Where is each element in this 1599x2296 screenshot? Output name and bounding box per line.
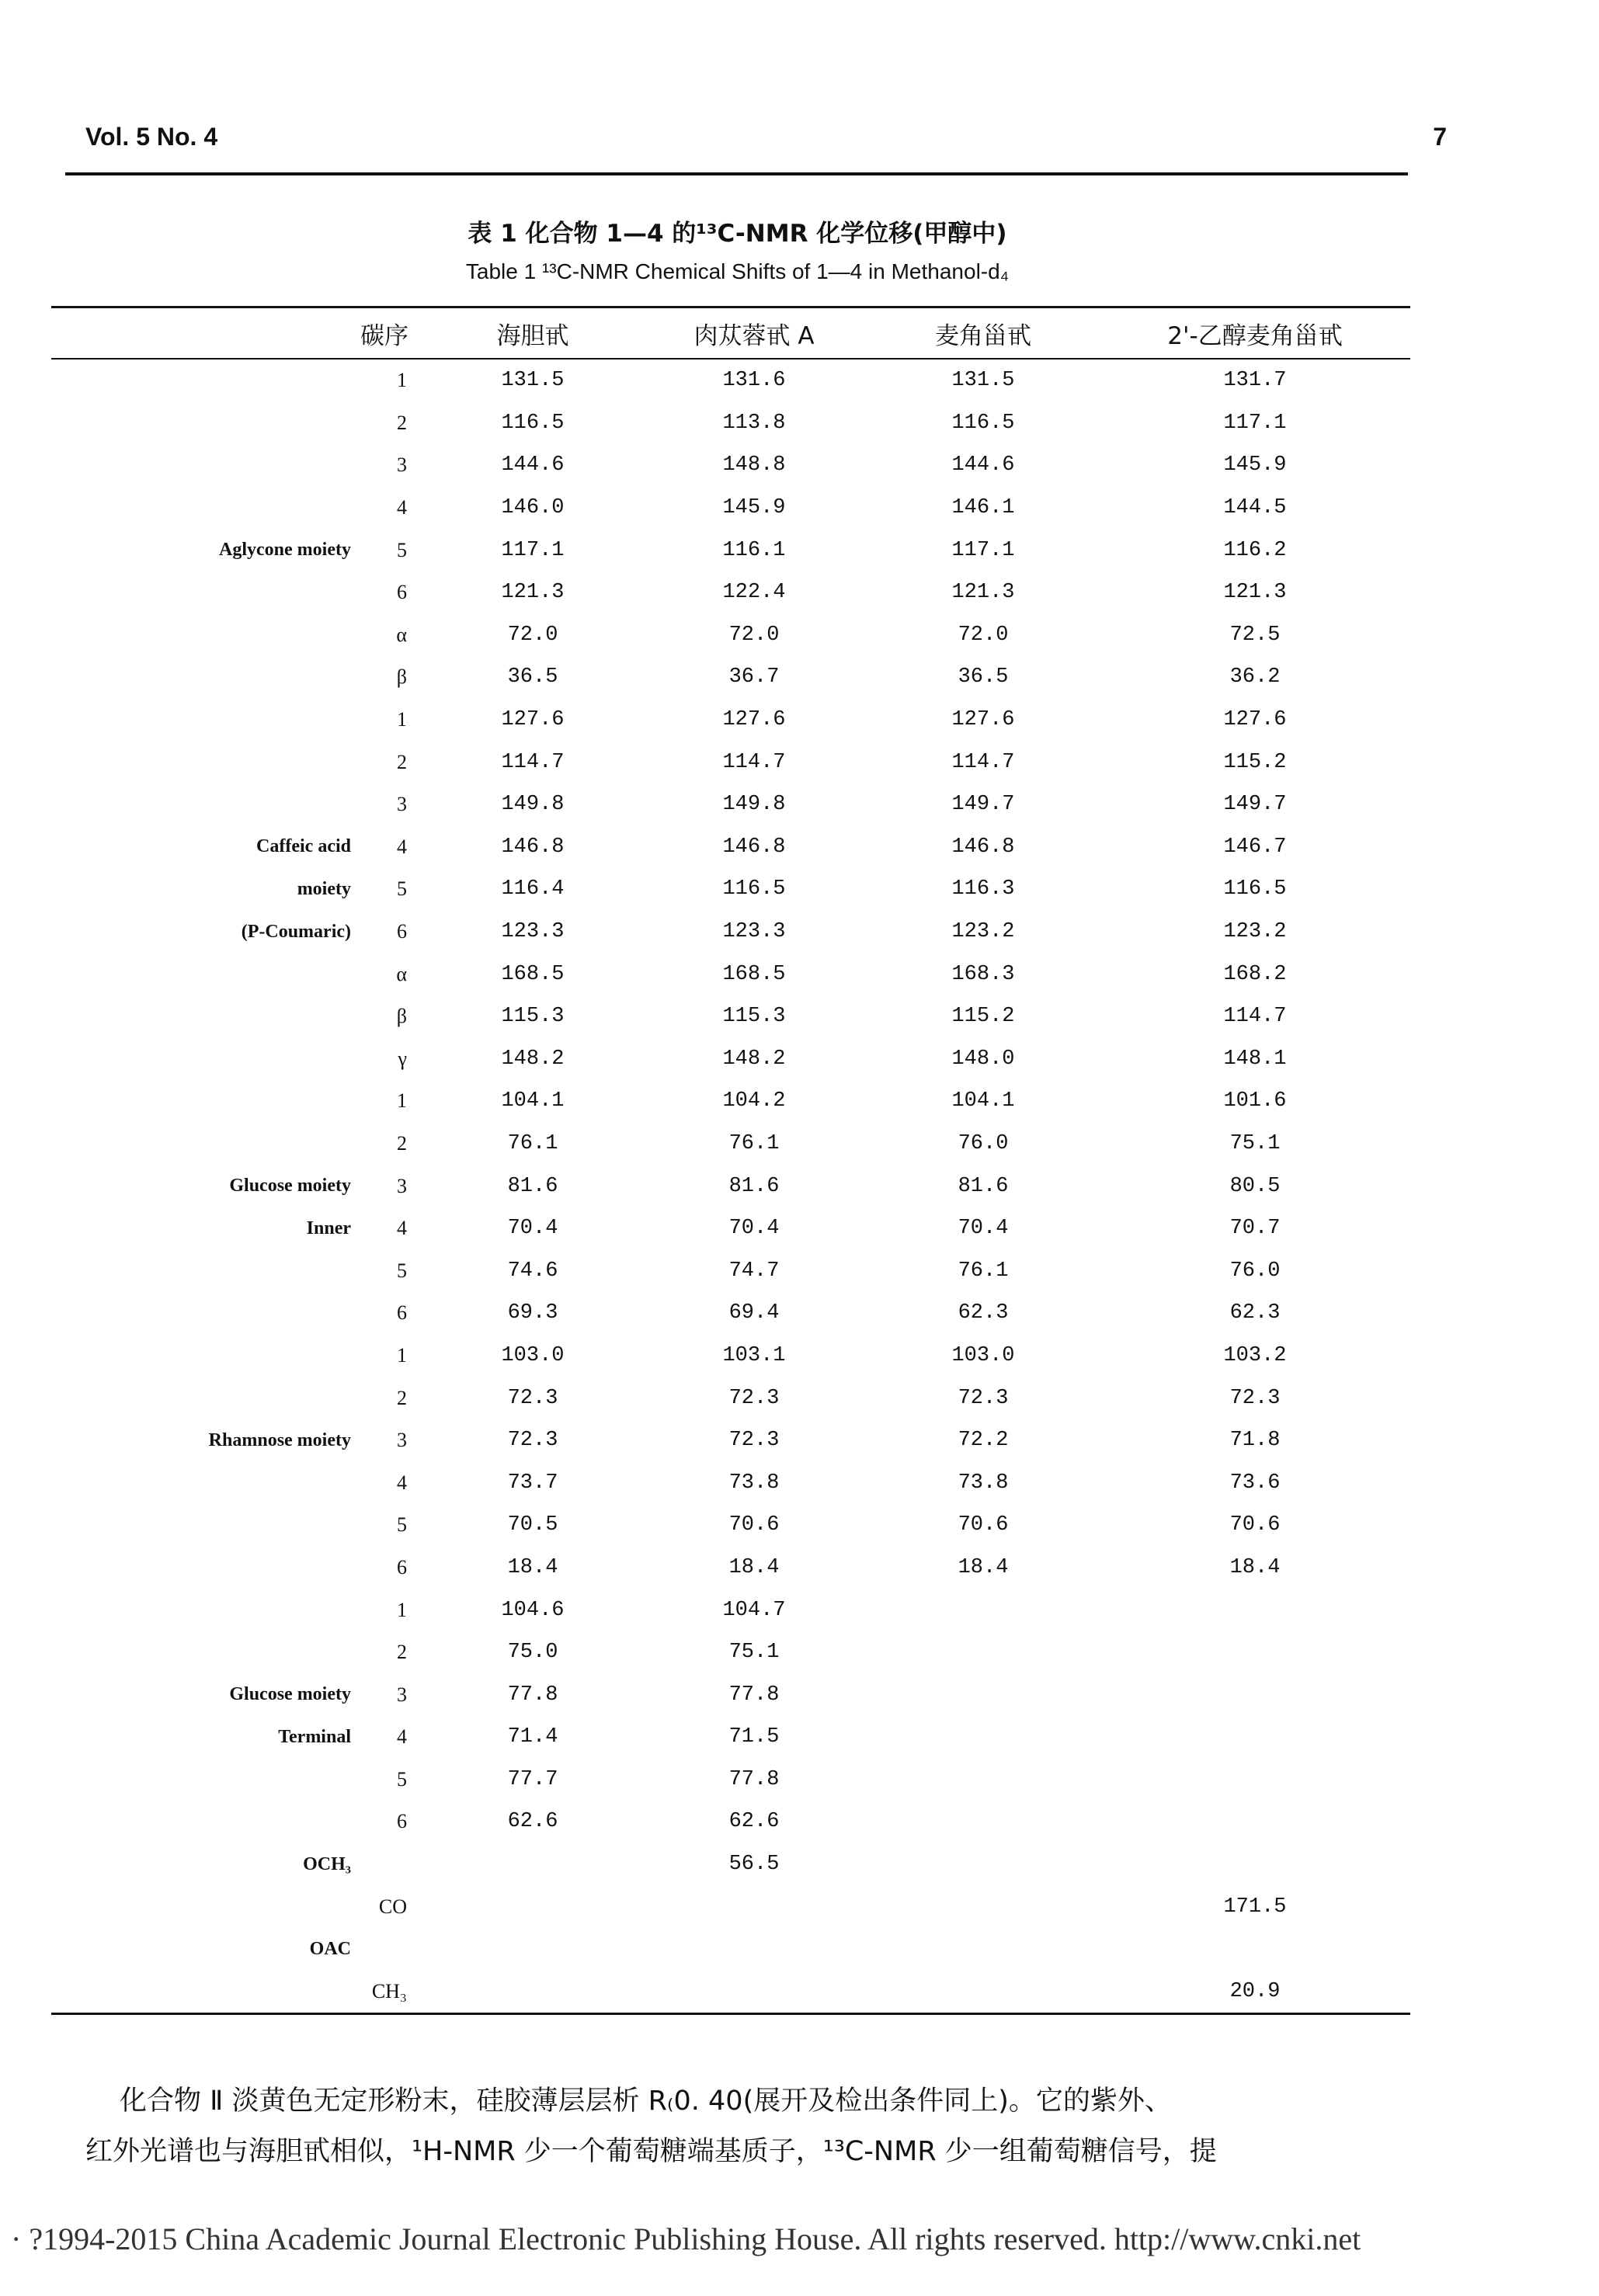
shift-value-compound-4 [1100,1631,1410,1674]
shift-value-compound-3: 146.8 [951,835,1015,859]
shift-value-compound-4: 149.7 [1223,793,1287,817]
copyright-footer: · ?1994-2015 China Academic Journal Electronic Publishing House. All rights reserved. http://www.cnki.net [11,2221,1361,2256]
shift-value-compound-3 [867,1673,1100,1716]
shift-value-compound-2: 75.1 [728,1641,780,1665]
row-carbon-position: CO [378,1895,407,1918]
shift-value-compound-4: 72.5 [1229,623,1281,647]
row-carbon-position: 2 [397,1386,407,1409]
shift-value-compound-1: 115.3 [501,1005,565,1029]
shift-value-compound-1: 77.7 [507,1767,558,1791]
row-carbon-position: 5 [397,1259,407,1282]
shift-value-compound-4 [1100,1716,1410,1759]
table-row [51,826,1410,869]
row-carbon-position: 5 [397,877,407,901]
shift-value-compound-3 [867,1801,1100,1843]
shift-value-compound-2: 70.4 [728,1217,780,1241]
row-group-label [51,1971,362,2014]
table-row [51,1631,1410,1674]
row-carbon-position: CH₃ [362,1971,424,2014]
shift-value-compound-2 [641,1885,867,1928]
shift-value-compound-1: 116.4 [501,877,565,901]
shift-value-compound-2: 70.6 [728,1513,780,1537]
row-carbon-position: 1 [397,708,407,731]
shift-value-compound-3: 131.5 [951,369,1015,393]
table-row [51,911,1410,953]
shift-value-compound-3 [867,1716,1100,1759]
shift-value-compound-2: 76.1 [728,1131,780,1155]
row-carbon-position: 3 [397,1429,407,1452]
shift-value-compound-1: 114.7 [501,750,565,774]
row-group-label [51,1292,362,1335]
row-carbon-position: 4 [397,1217,407,1240]
shift-value-compound-1: 103.0 [501,1343,565,1367]
shift-value-compound-4: 121.3 [1223,581,1287,605]
shift-value-compound-4: 145.9 [1223,453,1287,478]
shift-value-compound-1: 77.8 [507,1683,558,1707]
shift-value-compound-3: 73.8 [958,1471,1009,1495]
row-carbon-position: 3 [397,1683,407,1706]
shift-value-compound-4: 123.2 [1223,920,1287,944]
table-row [51,995,1410,1038]
row-group-label [51,783,362,826]
row-group-label [51,1249,362,1292]
shift-value-compound-4: 114.7 [1223,1005,1287,1029]
row-group-label [51,402,362,445]
shift-value-compound-2: 115.3 [722,1005,786,1029]
row-group-label [51,1801,362,1843]
shift-value-compound-3: 144.6 [951,453,1015,478]
shift-value-compound-4 [1100,1801,1410,1843]
shift-value-compound-3 [867,1631,1100,1674]
row-carbon-position: 1 [397,1089,407,1113]
table-row [51,1038,1410,1081]
shift-value-compound-1 [424,1971,641,2014]
shift-value-compound-2: 72.3 [728,1429,780,1453]
row-group-label: Terminal [278,1726,351,1747]
row-group-label: Glucose moiety [229,1684,351,1705]
row-group-label [51,741,362,783]
table-row [51,699,1410,742]
row-group-label [51,1335,362,1377]
body-paragraph-line-1: 化合物 Ⅱ 淡黄色无定形粉末，硅胶薄层层析 R₍0. 40(展开及检出条件同上)。它的紫外、 [120,2086,1172,2117]
shift-value-compound-4: 71.8 [1229,1429,1281,1453]
shift-value-compound-4: 72.3 [1229,1386,1281,1410]
row-group-label: OCH₃ [303,1853,351,1874]
shift-value-compound-3: 146.1 [951,496,1015,520]
shift-value-compound-2: 104.7 [722,1598,786,1622]
shift-value-compound-3: 72.0 [958,623,1009,647]
shift-value-compound-1: 72.3 [507,1429,558,1453]
table-row [51,1335,1410,1377]
row-carbon-position [362,1928,424,1971]
table-row [51,1292,1410,1335]
shift-value-compound-3: 76.1 [958,1259,1009,1283]
row-group-label: (P-Coumaric) [241,921,351,942]
shift-value-compound-1: 144.6 [501,453,565,478]
shift-value-compound-3: 116.5 [951,411,1015,435]
shift-value-compound-2: 122.4 [722,581,786,605]
row-carbon-position: 3 [397,793,407,816]
table-row [51,1249,1410,1292]
shift-value-compound-1: 18.4 [507,1555,558,1579]
shift-value-compound-2: 148.2 [722,1047,786,1071]
shift-value-compound-1: 104.6 [501,1598,565,1622]
row-group-label [51,1377,362,1419]
col-header-compound-2: 肉苁蓉甙 A [641,307,867,360]
row-group-label: Inner [306,1217,351,1238]
shift-value-compound-4: 116.2 [1223,538,1287,562]
table-row [51,1928,1410,1971]
running-header [85,123,1524,169]
table-row [51,1377,1410,1419]
row-carbon-position: 6 [397,1555,407,1579]
shift-value-compound-4: 131.7 [1223,369,1287,393]
shift-value-compound-2: 103.1 [722,1343,786,1367]
row-group-label [51,995,362,1038]
shift-value-compound-1: 168.5 [501,962,565,986]
shift-value-compound-3: 70.6 [958,1513,1009,1537]
table-row [51,529,1410,571]
row-carbon-position: 4 [397,1471,407,1494]
table-row [51,783,1410,826]
row-carbon-position: 1 [397,1343,407,1367]
row-group-label [51,1504,362,1547]
shift-value-compound-1: 104.1 [501,1089,565,1113]
shift-value-compound-2: 123.3 [722,920,786,944]
shift-value-compound-3: 72.3 [958,1386,1009,1410]
shift-value-compound-3: 103.0 [951,1343,1015,1367]
shift-value-compound-2: 146.8 [722,835,786,859]
row-carbon-position: 6 [397,1810,407,1833]
shift-value-compound-1: 127.6 [501,708,565,732]
shift-value-compound-1: 146.8 [501,835,565,859]
shift-value-compound-4 [1100,1673,1410,1716]
row-group-label [51,1589,362,1631]
shift-value-compound-1: 117.1 [501,538,565,562]
row-carbon-position: 5 [397,1767,407,1791]
shift-value-compound-2: 72.3 [728,1386,780,1410]
shift-value-compound-3: 116.3 [951,877,1015,901]
shift-value-compound-1: 72.0 [507,623,558,647]
shift-value-compound-4: 73.6 [1229,1471,1281,1495]
shift-value-compound-4: 171.5 [1223,1895,1287,1919]
shift-value-compound-4: 148.1 [1223,1047,1287,1071]
shift-value-compound-2 [641,1928,867,1971]
shift-value-compound-2: 72.0 [728,623,780,647]
shift-value-compound-2: 104.2 [722,1089,786,1113]
row-group-label [51,1885,362,1928]
shift-value-compound-2: 149.8 [722,793,786,817]
table-row [51,1123,1410,1165]
row-group-label: Glucose moiety [229,1176,351,1197]
row-carbon-position: α [396,623,407,646]
table-row [51,1080,1410,1123]
shift-value-compound-2: 62.6 [728,1810,780,1834]
shift-value-compound-1: 74.6 [507,1259,558,1283]
row-group-label [51,953,362,995]
table-caption-cn: 表 1 化合物 1—4 的¹³C-NMR 化学位移(甲醇中) [468,220,1007,248]
col-header-compound-1: 海胆甙 [424,307,641,360]
nmr-shift-table [51,306,1410,2015]
shift-value-compound-4: 80.5 [1229,1174,1281,1198]
row-carbon-position: 4 [397,835,407,858]
row-carbon-position: 3 [397,1174,407,1197]
table-row [51,402,1410,445]
shift-value-compound-4: 76.0 [1229,1259,1281,1283]
row-carbon-position: 2 [397,750,407,773]
shift-value-compound-2: 71.5 [728,1725,780,1749]
table-row [51,487,1410,530]
col-header-compound-3: 麦角甾甙 [867,307,1100,360]
row-carbon-position: α [396,962,407,985]
table-row [51,571,1410,614]
shift-value-compound-1: 146.0 [501,496,565,520]
row-carbon-position: 2 [397,1131,407,1155]
shift-value-compound-2: 114.7 [722,750,786,774]
row-group-label [51,444,362,487]
row-carbon-position: 5 [397,538,407,561]
shift-value-compound-4 [1100,1928,1410,1971]
row-carbon-position: 4 [397,1725,407,1749]
row-group-label [51,487,362,530]
table-row [51,444,1410,487]
header-rule [65,172,1408,175]
shift-value-compound-1: 149.8 [501,793,565,817]
row-carbon-position: 6 [397,1301,407,1325]
shift-value-compound-4: 103.2 [1223,1343,1287,1367]
table-row [51,1971,1410,2014]
table-row [51,1207,1410,1250]
table-header-row [51,307,1410,360]
table-row [51,741,1410,783]
shift-value-compound-1: 148.2 [501,1047,565,1071]
shift-value-compound-4: 101.6 [1223,1089,1287,1113]
shift-value-compound-1: 81.6 [507,1174,558,1198]
shift-value-compound-2: 36.7 [728,665,780,689]
shift-value-compound-3: 114.7 [951,750,1015,774]
table-row [51,953,1410,995]
row-carbon-position: 2 [397,411,407,434]
row-group-label [51,359,362,402]
row-group-label: OAC [309,1938,351,1959]
row-carbon-position: 4 [397,496,407,519]
shift-value-compound-1: 76.1 [507,1131,558,1155]
shift-value-compound-4: 62.3 [1229,1301,1281,1325]
shift-value-compound-2: 77.8 [728,1767,780,1791]
shift-value-compound-3 [867,1589,1100,1631]
shift-value-compound-3 [867,1759,1100,1801]
table-row [51,1673,1410,1716]
row-group-label [51,1038,362,1081]
col-header-carbon: 碳序 [51,307,424,360]
row-carbon-position: 1 [397,1598,407,1621]
shift-value-compound-1: 131.5 [501,369,565,393]
table-row [51,1504,1410,1547]
shift-value-compound-4 [1100,1589,1410,1631]
shift-value-compound-3: 18.4 [958,1555,1009,1579]
shift-value-compound-1 [424,1843,641,1886]
table-row [51,1885,1410,1928]
shift-value-compound-2: 113.8 [722,411,786,435]
table-row [51,656,1410,699]
shift-value-compound-2: 56.5 [728,1853,780,1877]
shift-value-compound-3: 149.7 [951,793,1015,817]
shift-value-compound-3 [867,1843,1100,1886]
shift-value-compound-1 [424,1885,641,1928]
row-group-label [51,1461,362,1504]
shift-value-compound-3: 127.6 [951,708,1015,732]
shift-value-compound-1: 70.4 [507,1217,558,1241]
nmr-table-container [51,306,1410,2015]
shift-value-compound-1: 72.3 [507,1386,558,1410]
shift-value-compound-4: 144.5 [1223,496,1287,520]
shift-value-compound-3 [867,1928,1100,1971]
shift-value-compound-3 [867,1885,1100,1928]
shift-value-compound-1: 70.5 [507,1513,558,1537]
table-row [51,1801,1410,1843]
shift-value-compound-2 [641,1971,867,2014]
table-row [51,1716,1410,1759]
shift-value-compound-4: 117.1 [1223,411,1287,435]
shift-value-compound-3: 104.1 [951,1089,1015,1113]
row-group-label: Caffeic acid [256,836,351,857]
shift-value-compound-4 [1100,1759,1410,1801]
page-number: 7 [1433,123,1447,151]
table-row [51,1419,1410,1462]
row-group-label [51,1080,362,1123]
shift-value-compound-3: 76.0 [958,1131,1009,1155]
shift-value-compound-4: 146.7 [1223,835,1287,859]
row-group-label: Rhamnose moiety [208,1429,351,1450]
shift-value-compound-1: 69.3 [507,1301,558,1325]
row-carbon-position: 6 [397,920,407,943]
table-row [51,1589,1410,1631]
shift-value-compound-1: 121.3 [501,581,565,605]
row-carbon-position: 1 [397,369,407,392]
shift-value-compound-1: 116.5 [501,411,565,435]
shift-value-compound-2: 69.4 [728,1301,780,1325]
table-row [51,1461,1410,1504]
shift-value-compound-1: 62.6 [507,1810,558,1834]
shift-value-compound-1: 71.4 [507,1725,558,1749]
shift-value-compound-3: 117.1 [951,538,1015,562]
row-carbon-position: β [396,665,407,689]
shift-value-compound-4: 168.2 [1223,962,1287,986]
row-carbon-position [362,1843,424,1886]
row-group-label [51,571,362,614]
row-group-label [51,1123,362,1165]
row-group-label [51,614,362,657]
row-group-label [51,1631,362,1674]
table-caption-en: Table 1 ¹³C-NMR Chemical Shifts of 1—4 in Methanol-d₄ [465,259,1010,283]
shift-value-compound-1: 123.3 [501,920,565,944]
shift-value-compound-2: 145.9 [722,496,786,520]
journal-volume: Vol. 5 No. 4 [85,123,218,151]
shift-value-compound-4: 20.9 [1100,1971,1410,2014]
shift-value-compound-4: 115.2 [1223,750,1287,774]
shift-value-compound-1: 73.7 [507,1471,558,1495]
shift-value-compound-2: 77.8 [728,1683,780,1707]
shift-value-compound-2: 18.4 [728,1555,780,1579]
table-row [51,1165,1410,1207]
shift-value-compound-2: 73.8 [728,1471,780,1495]
shift-value-compound-3: 121.3 [951,581,1015,605]
table-row [51,614,1410,657]
table-row [51,1843,1410,1886]
shift-value-compound-2: 168.5 [722,962,786,986]
shift-value-compound-4: 127.6 [1223,708,1287,732]
row-group-label: Aglycone moiety [219,540,351,561]
shift-value-compound-1: 36.5 [507,665,558,689]
row-carbon-position: γ [398,1047,407,1070]
table-row [51,1547,1410,1589]
shift-value-compound-2: 74.7 [728,1259,780,1283]
col-header-compound-4: 2'-乙醇麦角甾甙 [1100,307,1410,360]
shift-value-compound-3: 72.2 [958,1429,1009,1453]
shift-value-compound-4: 70.6 [1229,1513,1281,1537]
shift-value-compound-4: 18.4 [1229,1555,1281,1579]
shift-value-compound-1 [424,1928,641,1971]
row-group-label [51,699,362,742]
shift-value-compound-4: 75.1 [1229,1131,1281,1155]
shift-value-compound-3 [867,1971,1100,2014]
shift-value-compound-4: 36.2 [1229,665,1281,689]
table-body [51,359,1410,2014]
row-group-label [51,1547,362,1589]
shift-value-compound-3: 168.3 [951,962,1015,986]
shift-value-compound-4: 70.7 [1229,1217,1281,1241]
shift-value-compound-3: 123.2 [951,920,1015,944]
shift-value-compound-1: 75.0 [507,1641,558,1665]
shift-value-compound-3: 81.6 [958,1174,1009,1198]
row-carbon-position: 6 [397,581,407,604]
table-row [51,1759,1410,1801]
shift-value-compound-3: 36.5 [958,665,1009,689]
shift-value-compound-2: 148.8 [722,453,786,478]
shift-value-compound-2: 81.6 [728,1174,780,1198]
row-group-label: moiety [297,878,351,899]
shift-value-compound-3: 62.3 [958,1301,1009,1325]
row-group-label [51,1759,362,1801]
shift-value-compound-3: 70.4 [958,1217,1009,1241]
shift-value-compound-2: 116.5 [722,877,786,901]
table-row [51,359,1410,402]
row-carbon-position: β [396,1005,407,1028]
table-row [51,868,1410,911]
shift-value-compound-2: 127.6 [722,708,786,732]
shift-value-compound-3: 148.0 [951,1047,1015,1071]
shift-value-compound-2: 116.1 [722,538,786,562]
shift-value-compound-4 [1100,1843,1410,1886]
shift-value-compound-4: 116.5 [1223,877,1287,901]
shift-value-compound-3: 115.2 [951,1005,1015,1029]
row-carbon-position: 5 [397,1513,407,1537]
row-group-label [51,656,362,699]
row-carbon-position: 3 [397,453,407,477]
shift-value-compound-2: 131.6 [722,369,786,393]
row-carbon-position: 2 [397,1641,407,1664]
body-paragraph-line-2: 红外光谱也与海胆甙相似，¹H-NMR 少一个葡萄糖端基质子，¹³C-NMR 少一组葡萄糖信号，提 [85,2136,1217,2167]
